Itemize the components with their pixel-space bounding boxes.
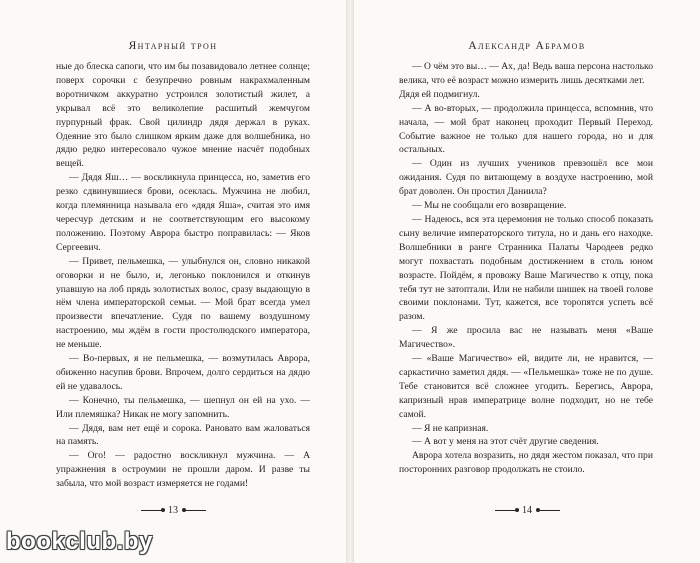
paragraph: — «Ваше Магичество» ей, видите ли, не нравится, — саркастично заметил дядя. — «Пельмешка» тоже не по душе. Тебе становится всё сложнее угодить. Берегись, Аврора, капризный нрав императрице волне подходит, но не тебе самой.	[399, 353, 653, 420]
paragraph: — Я не капризная.	[412, 422, 489, 434]
watermark: bookclub.by	[6, 528, 153, 555]
paragraph: — А во-вторых, — продолжила принцесса, вспомнив, что начала, — мой брат наконец проходит Первый Переход. Событие важное не только для нашего города, но и для остальных.	[399, 102, 653, 156]
paragraph: — Мы не сообщали его возвращение.	[412, 200, 567, 212]
page-number: 13	[168, 505, 178, 516]
running-head-left: Янтарный трон	[128, 40, 218, 52]
page-number: 14	[522, 505, 532, 516]
running-head-right: Александр Абрамов	[468, 40, 586, 52]
ornament-icon	[538, 510, 560, 511]
paragraph: — А вот у меня на этот счёт другие сведения.	[412, 436, 599, 448]
ornament-icon	[184, 510, 206, 511]
ornament-icon	[141, 510, 163, 511]
paragraph: Аврора хотела возразить, но дядя жестом показал, что при посторонних разговор продолжать не стоило.	[399, 450, 653, 476]
paragraph: — Привет, пельмешка, — улыбнулся он, словно никакой оговорки и не было, и, легонько поклонился и откинув упавшую на лоб прядь золотистых волос, сразу выдающую в нём члена императорской семьи. — Мой брат всегда умел произвести впечатление. Судя по вашему воздушному настроению, мы ждём в гости простолюдского императора, не меньше.	[56, 255, 310, 351]
right-text-block	[399, 60, 653, 477]
paragraph: — Ого! — радостно воскликнул мужчина. — А упражнения в остроумии не прошли даром. И разве ты забыла, что мой возраст измеряется не годами!	[56, 450, 310, 490]
paragraph: ные до блеска сапоги, что им бы позавидовало летнее солнце; поверх сорочки с безупречно ровным накрахмаленным воротничком аккуратно устроился золотистый жилет, а укрывал всё это великолепие расшитый жемчугом пурпурный фрак. Свой цилиндр дядя держал в руках. Одеяние это было слишком ярким даже для волшебника, но дядю редко интересовало чужое мнение насчёт подобных вещей.	[56, 61, 310, 170]
left-page	[0, 0, 346, 563]
right-page	[354, 0, 700, 563]
paragraph: Дядя ей подмигнул.	[399, 88, 480, 100]
page-number-left	[0, 505, 346, 516]
book-gutter	[346, 0, 354, 563]
ornament-icon	[495, 510, 517, 511]
paragraph: — Дядя Яш… — воскликнула принцесса, но, заметив его резко сдвинувшиеся брови, осеклась. Мужчина не любил, когда племянница называла его «дядя Яша», считая это имя чересчур детским и не соответствующим его высокому положению. Поэтому Аврора быстро поправилась: — Яков Сергеевич.	[56, 172, 310, 253]
paragraph: — О чём это вы… — Ах, да! Ведь ваша персона настолько велика, что её возраст можно измерить лишь десятками лет.	[399, 61, 653, 86]
paragraph: — Дядя, вам нет ещё и сорока. Рановато вам жаловаться на память.	[56, 422, 310, 448]
paragraph: — Один из лучших учеников превзошёл все мои ожидания. Судя по витающему в воздухе настроению, мой брат доволен. Он простил Даниила?	[399, 158, 653, 198]
page-number-right	[354, 505, 700, 516]
paragraph: — Конечно, ты пельмешка, — шепнул он ей на ухо. — Или племяшка? Никак не могу запомнить.	[56, 394, 310, 420]
paragraph: — Во-первых, я не пельмешка, — возмутилась Аврора, обиженно насупив брови. Впрочем, долго сердиться на дядю ей не удавалось.	[56, 353, 310, 392]
paragraph: — Я же просила вас не называть меня «Ваше Магичество».	[399, 325, 653, 351]
left-text-block	[56, 60, 310, 491]
paragraph: — Надеюсь, вся эта церемония не только способ показать сыну величие императорского титула, но и дань его находке. Волшебники в ранге Странника Палаты Чародеев редко могут похвастать подобным достижением в столь юном возрасте. Пойдём, я провожу Ваше Магичество к отцу, пока тебя тут не затоптали. Или не набили шишек на твоей голове своими поклонами. Тут, кажется, все торопятся успеть всё разом.	[399, 213, 653, 323]
